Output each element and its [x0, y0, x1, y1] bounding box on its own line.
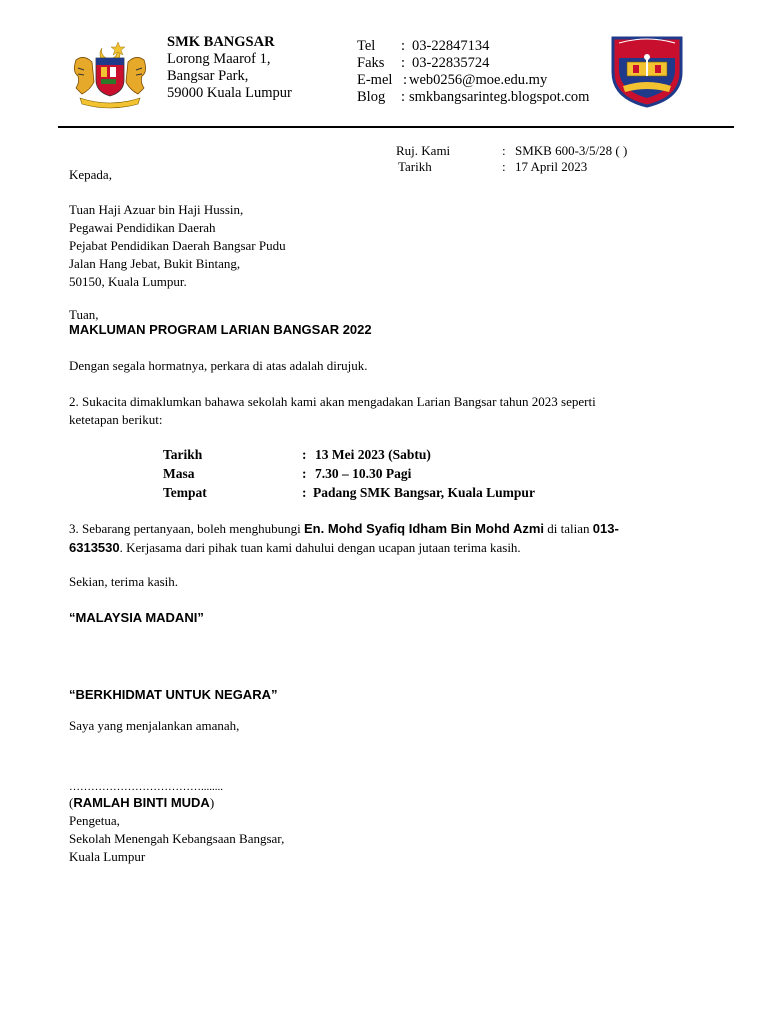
- detail-sep: :: [302, 466, 307, 481]
- recipient-block: [69, 201, 286, 291]
- contact-phone-part-1: 013-: [592, 521, 619, 536]
- recipient-line: Jalan Hang Jebat, Bukit Bintang,: [69, 256, 241, 271]
- school-shield-icon: [609, 34, 685, 108]
- recipient-line: 50150, Kuala Lumpur.: [69, 274, 187, 289]
- contact-label: E-mel: [357, 72, 393, 88]
- paragraph-2-line-1: 2. Sukacita dimaklumkan bahawa sekolah kami akan mengadakan Larian Bangsar tahun 2023 seperti: [69, 394, 596, 409]
- contact-label: Faks: [357, 55, 385, 71]
- para3-suffix: . Kerjasama dari pihak tuan kami dahului dengan ucapan jutaan terima kasih.: [119, 540, 521, 555]
- detail-label: Tarikh: [163, 447, 203, 462]
- recipient-line: Pegawai Pendidikan Daerah: [69, 220, 216, 235]
- recipient-line: Tuan Haji Azuar bin Haji Hussin,: [69, 202, 244, 217]
- signatory-organization: Sekolah Menengah Kebangsaan Bangsar,: [69, 831, 285, 846]
- recipient-line: Pejabat Pendidikan Daerah Bangsar Pudu: [69, 238, 286, 253]
- para3-mid: di talian: [544, 521, 593, 536]
- amanah-line: Saya yang menjalankan amanah,: [69, 718, 240, 733]
- paragraph-2-line-2: ketetapan berikut:: [69, 412, 163, 427]
- contact-sep: :: [403, 72, 408, 88]
- ref-ruj-value: SMKB 600-3/5/28 ( ): [515, 143, 628, 158]
- school-address-line-1: Lorong Maarof 1,: [167, 51, 271, 67]
- detail-value: Padang SMK Bangsar, Kuala Lumpur: [313, 485, 535, 500]
- ref-tarikh-value: 17 April 2023: [515, 159, 588, 174]
- ref-ruj-label: Ruj. Kami: [396, 143, 451, 158]
- detail-row-tempat: [163, 484, 683, 503]
- detail-row-tarikh: [163, 446, 683, 465]
- event-details: [163, 446, 683, 503]
- contact-label: Blog: [357, 89, 386, 105]
- letterhead-divider: [58, 126, 734, 128]
- salutation: Tuan,: [69, 307, 99, 322]
- contact-value: web0256@moe.edu.my: [409, 72, 548, 88]
- signatory-title: Pengetua,: [69, 813, 120, 828]
- contact-sep: :: [401, 89, 406, 105]
- school-address-line-3: 59000 Kuala Lumpur: [167, 85, 292, 101]
- contact-label: Tel: [357, 38, 376, 54]
- contact-value: 03-22835724: [412, 55, 490, 71]
- signature-dots: ………………………………........: [69, 781, 223, 793]
- detail-label: Tempat: [163, 485, 207, 500]
- paragraph-3-line-1: [69, 520, 619, 538]
- signature-name-line: [69, 794, 214, 812]
- contact-phone-part-2: 6313530: [69, 540, 120, 555]
- paragraph-3-line-2: [69, 539, 521, 557]
- school-name: SMK BANGSAR: [167, 34, 275, 50]
- detail-value: 7.30 – 10.30 Pagi: [315, 466, 412, 481]
- signatory-city: Kuala Lumpur: [69, 849, 146, 864]
- contact-value: 03-22847134: [412, 38, 490, 54]
- contact-sep: :: [401, 55, 406, 71]
- detail-row-masa: [163, 465, 683, 484]
- detail-sep: :: [302, 447, 307, 462]
- ref-ruj-sep: :: [502, 143, 506, 158]
- ref-tarikh-label: Tarikh: [398, 159, 432, 174]
- paragraph-1: Dengan segala hormatnya, perkara di atas adalah dirujuk.: [69, 358, 368, 373]
- signatory-name: RAMLAH BINTI MUDA: [73, 795, 210, 810]
- closing-line: Sekian, terima kasih.: [69, 574, 179, 589]
- contact-value: smkbangsarinteg.blogspot.com: [409, 89, 590, 105]
- greeting: Kepada,: [69, 167, 112, 182]
- signature-close-paren: ): [209, 795, 215, 810]
- school-address-line-2: Bangsar Park,: [167, 68, 249, 84]
- ref-tarikh: [396, 158, 716, 176]
- motto-malaysia-madani: “MALAYSIA MADANI”: [69, 610, 204, 625]
- detail-value: 13 Mei 2023 (Sabtu): [315, 447, 431, 462]
- crest-icon: [66, 38, 154, 112]
- contact-sep: :: [401, 38, 406, 54]
- subject-line: MAKLUMAN PROGRAM LARIAN BANGSAR 2022: [69, 322, 372, 337]
- motto-berkhidmat: “BERKHIDMAT UNTUK NEGARA”: [69, 687, 278, 702]
- malaysia-crest: [66, 38, 154, 112]
- ref-tarikh-sep: :: [502, 159, 506, 174]
- contact-person-name: En. Mohd Syafiq Idham Bin Mohd Azmi: [304, 521, 545, 536]
- detail-label: Masa: [163, 466, 195, 481]
- detail-sep: :: [302, 485, 307, 500]
- signature-open-paren: (: [69, 795, 74, 810]
- para3-prefix: 3. Sebarang pertanyaan, boleh menghubungi: [69, 521, 305, 536]
- school-logo: [609, 34, 685, 108]
